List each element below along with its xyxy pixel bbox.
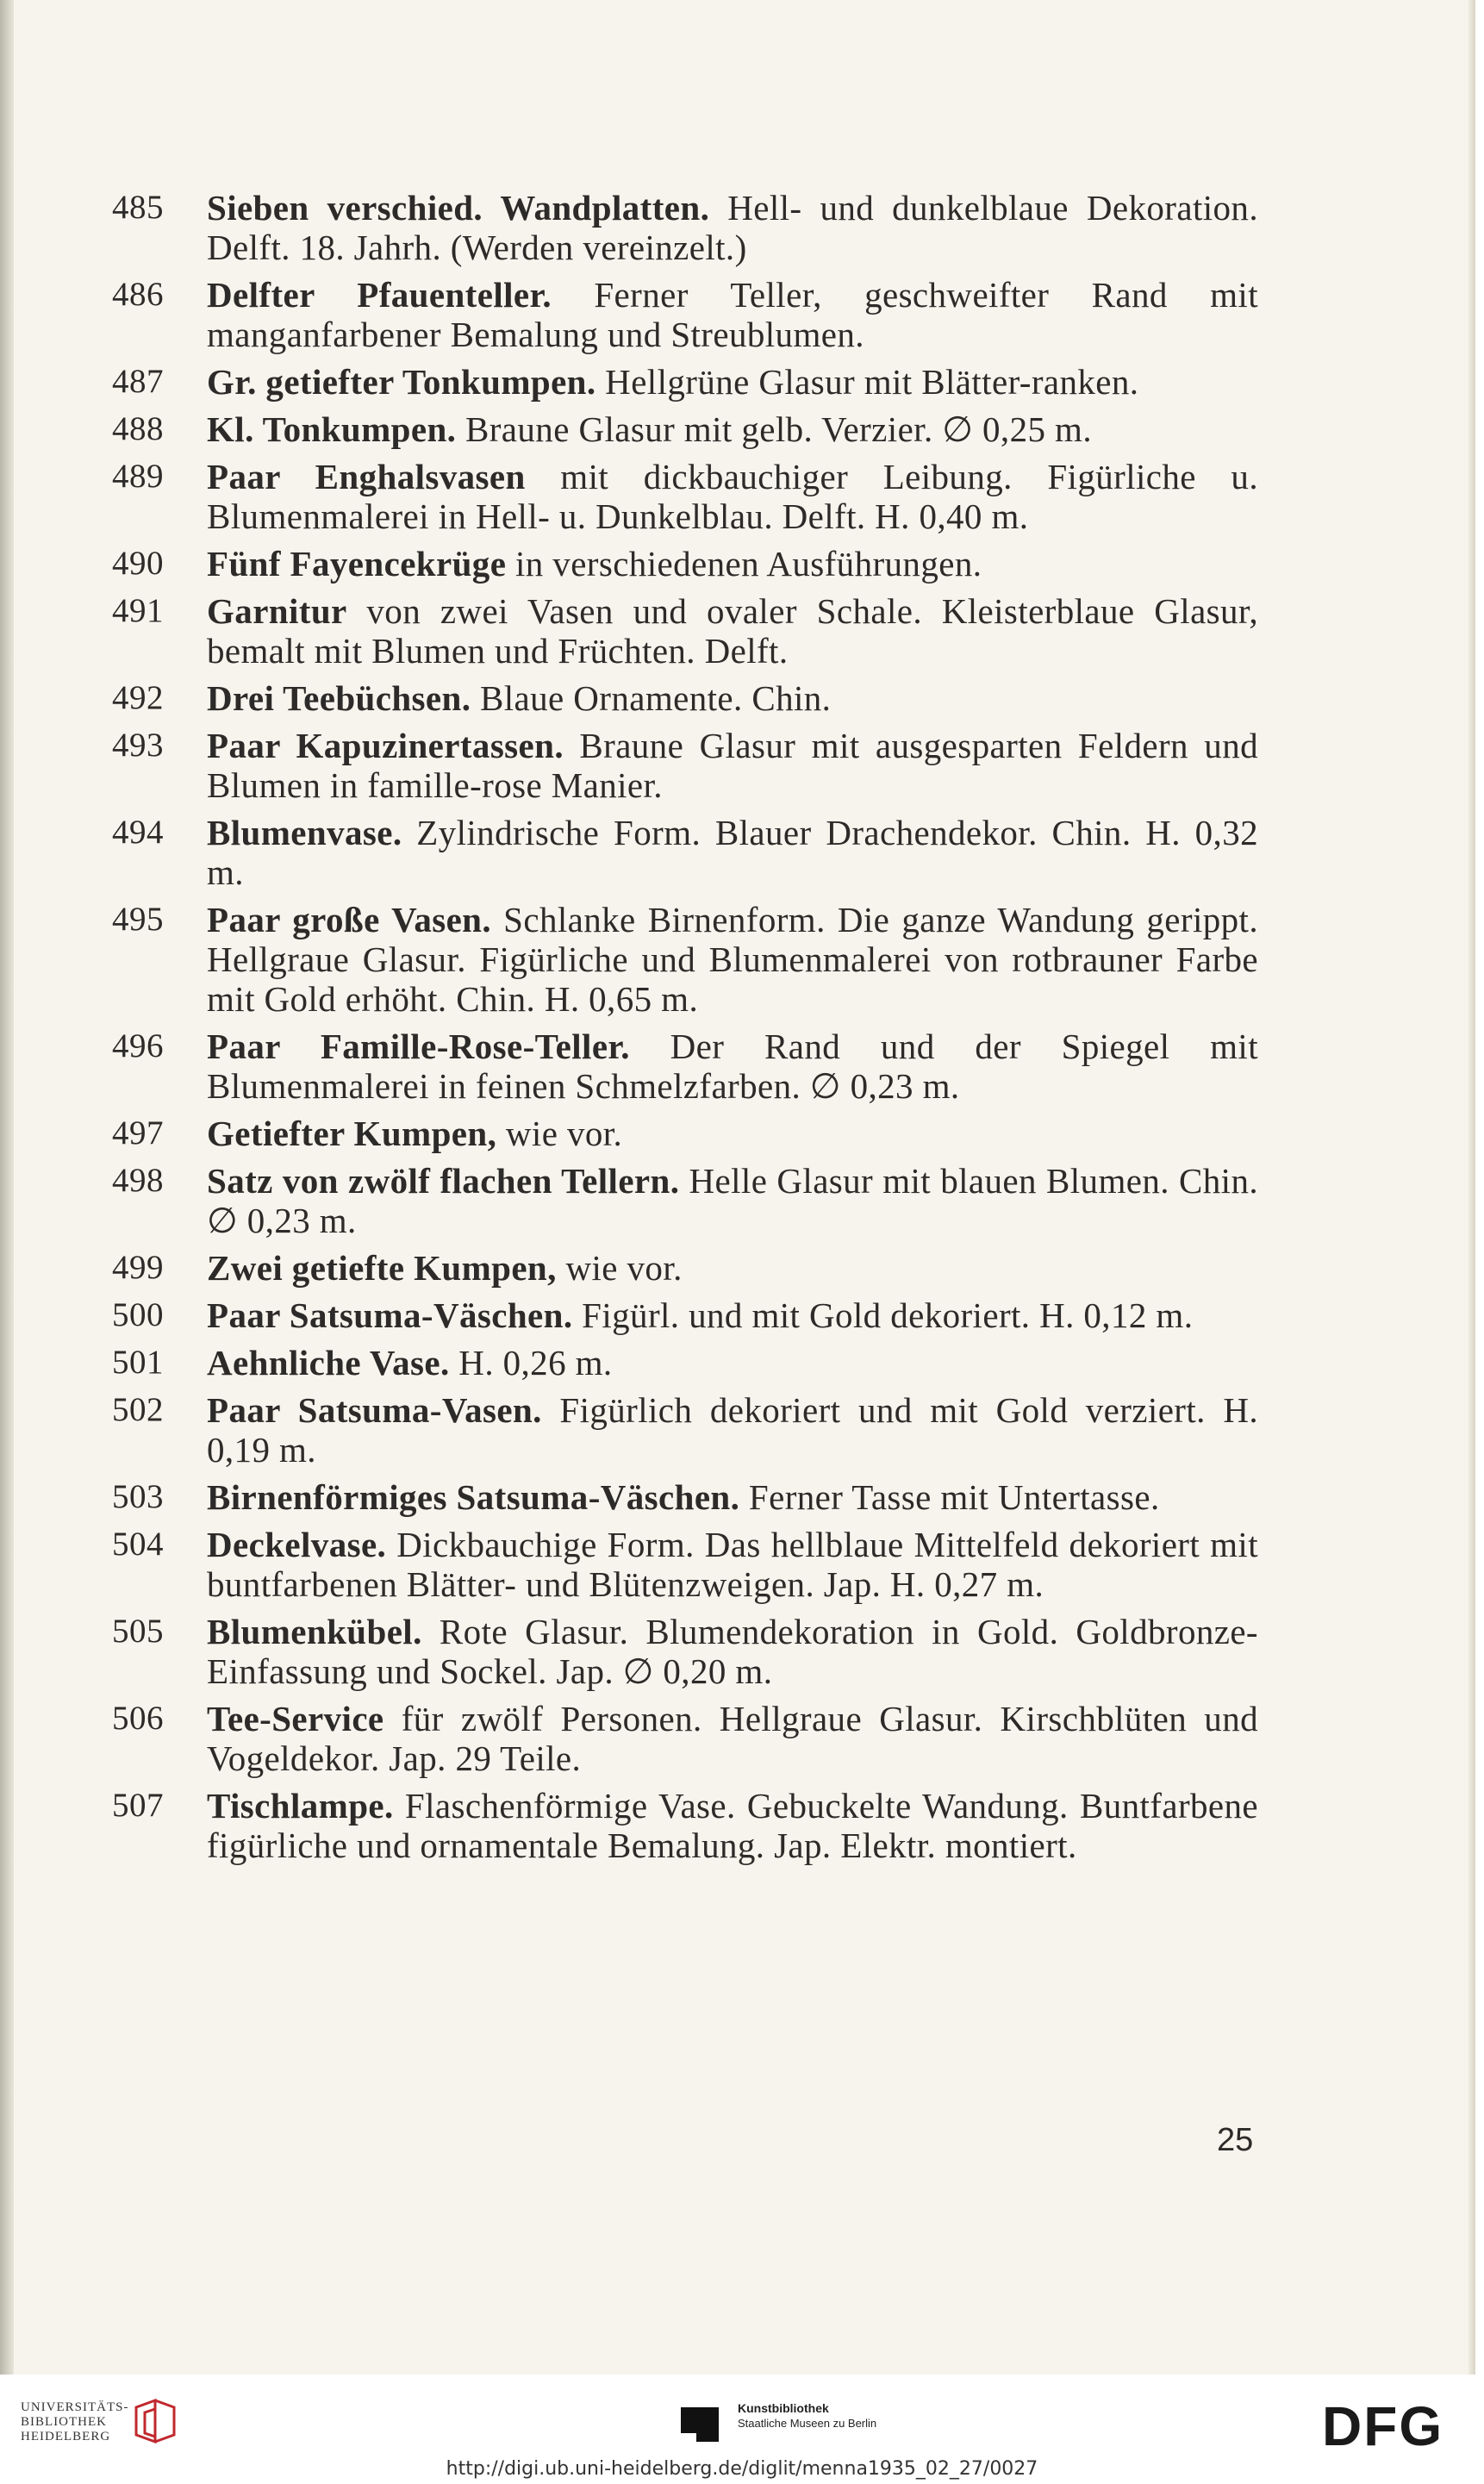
entry-description — [207, 678, 1258, 718]
catalog-entry — [112, 1612, 1258, 1691]
entry-title: Paar Satsuma-Väschen. — [207, 1295, 573, 1335]
entry-details: Braune Glasur mit ausgesparten Feldern und Blumen in famille-rose Manier. — [207, 726, 1258, 805]
kunstbibliothek-line-1: Kunstbibliothek — [738, 2401, 829, 2415]
catalog-entry — [112, 1027, 1258, 1106]
entry-details: Dickbauchige Form. Das hellblaue Mittelfeld dekoriert mit buntfarbenen Blätter- und Blütenzweigen. Jap. H. 0,27 m. — [207, 1525, 1258, 1604]
entry-description — [207, 1612, 1258, 1691]
entry-title: Paar Kapuzinertassen. — [207, 726, 564, 765]
catalog-entry — [112, 1161, 1258, 1240]
entry-number: 502 — [112, 1391, 164, 1428]
entry-number: 507 — [112, 1787, 164, 1824]
entry-details: Flaschenförmige Vase. Gebuckelte Wandung. Buntfarbene figürliche und ornamentale Bemalung. Jap. Elektr. montiert. — [207, 1786, 1258, 1865]
entry-title: Kl. Tonkumpen. — [207, 409, 457, 449]
catalog-entry — [112, 678, 1258, 718]
entry-description — [207, 1525, 1258, 1604]
universitaetsbibliothek-logo-icon — [129, 2395, 181, 2451]
entry-details: Ferner Teller, geschweifter Rand mit manganfarbener Bemalung und Streublumen. — [207, 275, 1258, 354]
entry-title: Aehnliche Vase. — [207, 1343, 450, 1382]
university-library-name — [21, 2400, 129, 2444]
catalog-entry — [112, 1525, 1258, 1604]
page-edge-shadow — [1468, 0, 1475, 2375]
entry-number: 503 — [112, 1478, 164, 1515]
catalog-entry — [112, 591, 1258, 671]
entry-description — [207, 544, 1258, 584]
entry-number: 499 — [112, 1249, 164, 1286]
catalog-entry — [112, 1343, 1258, 1382]
entry-details: wie vor. — [496, 1114, 623, 1153]
catalog-entry — [112, 1786, 1258, 1865]
entry-description — [207, 1161, 1258, 1240]
entry-details: Der Rand und der Spiegel mit Blumenmalerei in feinen Schmelzfarben. ∅ 0,23 m. — [207, 1027, 1258, 1106]
catalog-entry — [112, 1699, 1258, 1778]
entry-number: 493 — [112, 727, 164, 764]
entry-number: 494 — [112, 814, 164, 851]
entry-number: 500 — [112, 1296, 164, 1333]
entry-description — [207, 1343, 1258, 1382]
entry-number: 504 — [112, 1526, 164, 1563]
kunstbibliothek-name — [738, 2400, 876, 2431]
entry-details: Helle Glasur mit blauen Blumen. Chin. ∅ 0,23 m. — [207, 1161, 1258, 1240]
entry-details: Braune Glasur mit gelb. Verzier. ∅ 0,25 m. — [456, 409, 1092, 449]
entry-description — [207, 188, 1258, 267]
entry-title: Fünf Fayencekrüge — [207, 544, 507, 584]
entry-title: Tee-Service — [207, 1699, 384, 1738]
catalog-entry — [112, 1295, 1258, 1335]
page-number: 25 — [1217, 2122, 1254, 2158]
entry-title: Blumenkübel. — [207, 1612, 422, 1651]
entry-details: Zylindrische Form. Blauer Drachendekor. Chin. H. 0,32 m. — [207, 813, 1258, 892]
catalog-entry — [112, 409, 1258, 449]
entry-number: 498 — [112, 1162, 164, 1199]
entry-title: Zwei getiefte Kumpen, — [207, 1248, 557, 1288]
entry-number: 497 — [112, 1114, 164, 1152]
catalog-entry — [112, 1248, 1258, 1288]
entry-description — [207, 409, 1258, 449]
entry-description — [207, 1477, 1258, 1517]
entry-description — [207, 1390, 1258, 1470]
catalog-entry — [112, 813, 1258, 892]
entry-title: Delfter Pfauenteller. — [207, 275, 552, 315]
entry-number: 485 — [112, 189, 164, 226]
entry-number: 495 — [112, 901, 164, 938]
catalog-entry — [112, 1477, 1258, 1517]
entry-number: 506 — [112, 1700, 164, 1737]
entry-title: Birnenförmiges Satsuma-Väschen. — [207, 1477, 740, 1517]
university-line-2: BIBLIOTHEK — [21, 2415, 107, 2429]
entry-title: Blumenvase. — [207, 813, 402, 852]
catalog-entry — [112, 1114, 1258, 1153]
entry-title: Paar große Vasen. — [207, 900, 492, 939]
catalog-entry — [112, 188, 1258, 267]
entry-title: Satz von zwölf flachen Tellern. — [207, 1161, 680, 1201]
entry-description — [207, 1027, 1258, 1106]
permalink-url[interactable]: http://digi.ub.uni-heidelberg.de/diglit/menna1935_02_27/0027 — [446, 2458, 1038, 2480]
entry-details: in verschiedenen Ausführungen. — [506, 544, 982, 584]
catalog-entry — [112, 275, 1258, 354]
entry-number: 491 — [112, 592, 164, 629]
catalog-entry — [112, 900, 1258, 1019]
catalog-entry-list — [112, 188, 1258, 1873]
entry-number: 505 — [112, 1613, 164, 1650]
entry-description — [207, 1114, 1258, 1153]
entry-description — [207, 1699, 1258, 1778]
catalog-entry — [112, 362, 1258, 402]
kunstbibliothek-line-2: Staatliche Museen zu Berlin — [738, 2417, 877, 2430]
entry-description — [207, 1295, 1258, 1335]
entry-title: Sieben verschied. Wandplatten. — [207, 188, 710, 228]
entry-details: Blaue Ornamente. Chin. — [471, 678, 832, 718]
entry-details: Schlanke Birnenform. Die ganze Wandung gerippt. Hellgraue Glasur. Figürliche und Blumenmalerei von rotbrauner Farbe mit Gold erhöht. Chin. H. 0,65 m. — [207, 900, 1258, 1019]
entry-number: 492 — [112, 679, 164, 716]
entry-title: Paar Enghalsvasen — [207, 457, 526, 496]
entry-details: mit dickbauchiger Leibung. Figürliche u. Blumenmalerei in Hell- u. Dunkelblau. Delft. H. 0,40 m. — [207, 457, 1258, 536]
entry-number: 490 — [112, 545, 164, 582]
entry-description — [207, 1248, 1258, 1288]
page-spine-shadow — [0, 0, 14, 2375]
entry-number: 487 — [112, 363, 164, 400]
entry-number: 486 — [112, 276, 164, 313]
entry-details: Figürl. und mit Gold dekoriert. H. 0,12 m. — [572, 1295, 1194, 1335]
entry-details: Hellgrüne Glasur mit Blätter-ranken. — [595, 362, 1139, 402]
entry-title: Paar Satsuma-Vasen. — [207, 1390, 542, 1430]
entry-title: Paar Famille-Rose-Teller. — [207, 1027, 630, 1066]
entry-title: Garnitur — [207, 591, 347, 631]
entry-description — [207, 591, 1258, 671]
university-line-3: HEIDELBERG — [21, 2430, 111, 2443]
entry-description — [207, 457, 1258, 536]
catalog-entry — [112, 457, 1258, 536]
entry-title: Gr. getiefter Tonkumpen. — [207, 362, 596, 402]
kunstbibliothek-logo-icon — [677, 2399, 726, 2451]
entry-description — [207, 275, 1258, 354]
dfg-logo: DFG — [1322, 2395, 1444, 2457]
entry-title: Drei Teebüchsen. — [207, 678, 471, 718]
catalog-entry — [112, 544, 1258, 584]
entry-details: Hell- und dunkelblaue Dekoration. Delft. 18. Jahrh. (Werden vereinzelt.) — [207, 188, 1258, 267]
entry-description — [207, 362, 1258, 402]
entry-details: Ferner Tasse mit Untertasse. — [739, 1477, 1160, 1517]
digitization-footer — [0, 2375, 1484, 2484]
entry-details: Figürlich dekoriert und mit Gold verziert. H. 0,19 m. — [207, 1390, 1258, 1470]
university-line-1: UNIVERSITÄTS- — [21, 2400, 129, 2414]
entry-number: 489 — [112, 458, 164, 495]
entry-details: wie vor. — [556, 1248, 683, 1288]
entry-number: 488 — [112, 410, 164, 447]
entry-details: H. 0,26 m. — [449, 1343, 613, 1382]
entry-number: 496 — [112, 1027, 164, 1064]
entry-description — [207, 1786, 1258, 1865]
entry-details: Rote Glasur. Blumendekoration in Gold. Goldbronze-Einfassung und Sockel. Jap. ∅ 0,20 m. — [207, 1612, 1258, 1691]
entry-description — [207, 900, 1258, 1019]
entry-title: Tischlampe. — [207, 1786, 394, 1826]
entry-title: Deckelvase. — [207, 1525, 387, 1564]
catalog-entry — [112, 726, 1258, 805]
catalog-entry — [112, 1390, 1258, 1470]
entry-details: für zwölf Personen. Hellgraue Glasur. Kirschblüten und Vogeldekor. Jap. 29 Teile. — [207, 1699, 1258, 1778]
entry-title: Getiefter Kumpen, — [207, 1114, 497, 1153]
entry-number: 501 — [112, 1344, 164, 1381]
entry-description — [207, 726, 1258, 805]
entry-details: von zwei Vasen und ovaler Schale. Kleisterblaue Glasur, bemalt mit Blumen und Früchten. Delft. — [207, 591, 1258, 671]
entry-description — [207, 813, 1258, 892]
